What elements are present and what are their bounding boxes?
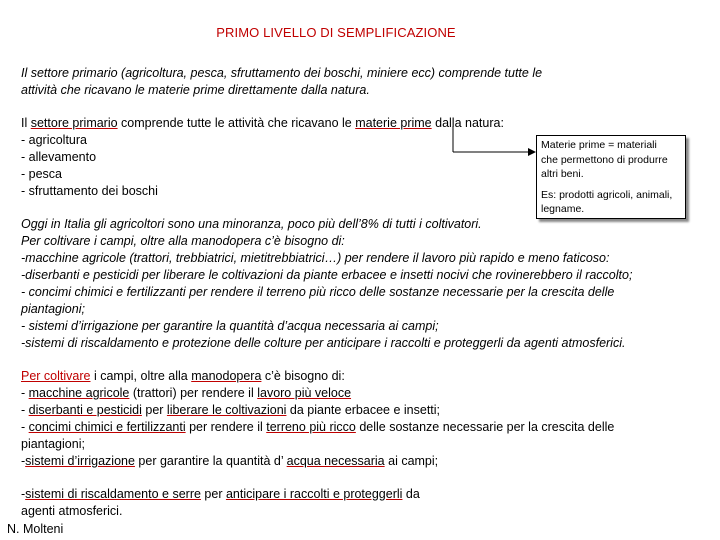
intro-line-1: Il settore primario (agricoltura, pesca, sfruttamento dei boschi, miniere ecc) comprende tutte le [21,66,543,80]
definition-post: dalla natura: [431,116,504,130]
term-settore-primario: settore primario [30,116,118,130]
para3-line [21,486,420,503]
highlight: Per coltivare [21,369,91,383]
text: ai campi; [384,454,439,468]
highlight: liberare le coltivazioni [166,403,287,417]
para2-line: -macchine agricole (trattori, trebbiatrici, mietitrebbiatrici…) per rendere il lavoro più rapido e meno faticoso: [21,251,610,265]
para2-line: -diserbanti e pesticidi per liberare le coltivazioni da piante erbacee e insetti nocivi che rovinerebbero il raccolto; [21,268,633,282]
para2-line: piantagioni; [21,302,85,316]
highlight: macchine agricole [28,386,130,400]
definition-pre: Il [21,116,31,130]
author-signature: N. Molteni [7,522,64,536]
text: - [21,487,26,501]
para3-line [21,368,345,385]
callout-line: legname. [541,203,585,215]
highlight: manodopera [191,369,262,383]
para3-line: piantagioni; [21,437,85,451]
text: per [141,403,167,417]
list-item: - agricoltura [21,133,87,147]
text: per rendere il [185,420,267,434]
text: da [402,487,420,501]
text: c’è bisogno di: [261,369,345,383]
text: delle sostanze necessarie per la crescita delle [355,420,615,434]
text: da piante erbacee e insetti; [286,403,441,417]
para3-line [21,453,438,470]
highlight: sistemi d’irrigazione [25,454,135,468]
list-item: - allevamento [21,150,97,164]
list-item: - pesca [21,167,62,181]
term-materie-prime: materie prime [355,116,432,130]
para2-line: Oggi in Italia gli agricoltori sono una minoranza, poco più dell’8% di tutti i coltivatori. [21,217,482,231]
para3-line [21,385,351,402]
text: per [200,487,226,501]
para2-line: -sistemi di riscaldamento e protezione delle colture per anticipare i raccolti e proteggerli da agenti atmosferici. [21,336,626,350]
page-title: PRIMO LIVELLO DI SEMPLIFICAZIONE [216,25,456,40]
definition-mid: comprende tutte le attività che ricavano le [117,116,356,130]
highlight: concimi chimici e fertilizzanti [28,420,186,434]
text: - [21,420,29,434]
list-item: - sfruttamento dei boschi [21,184,158,198]
highlight: diserbanti e pesticidi [28,403,142,417]
para2-line: Per coltivare i campi, oltre alla manodopera c’è bisogno di: [21,234,345,248]
para2-line: - sistemi d’irrigazione per garantire la quantità d’acqua necessaria ai campi; [21,319,439,333]
highlight: lavoro più veloce [257,386,352,400]
text: per garantire la quantità d’ [134,454,287,468]
callout-line: Es: prodotti agricoli, animali, [541,188,673,201]
text: (trattori) per rendere il [129,386,258,400]
intro-line-2: attività che ricavano le materie prime direttamente dalla natura. [21,83,370,97]
text: i campi, oltre alla [90,369,192,383]
callout-line: Materie prime = materiali [541,139,657,151]
para3-line [21,402,440,419]
para3-line: agenti atmosferici. [21,504,123,518]
text: - [21,386,29,400]
text: - [21,403,29,417]
para3-line [21,419,614,436]
highlight: acqua necessaria [286,454,385,468]
callout-line: altri beni. [541,168,584,180]
para2-line: - concimi chimici e fertilizzanti per rendere il terreno più ricco delle sostanze necessarie per la crescita delle [21,285,615,299]
text: - [21,454,26,468]
callout-line: che permettono di produrre [541,153,668,166]
definition-callout [536,135,686,219]
highlight: terreno più ricco [266,420,356,434]
highlight: anticipare i raccolti e proteggerli [225,487,403,501]
highlight: sistemi di riscaldamento e serre [25,487,201,501]
